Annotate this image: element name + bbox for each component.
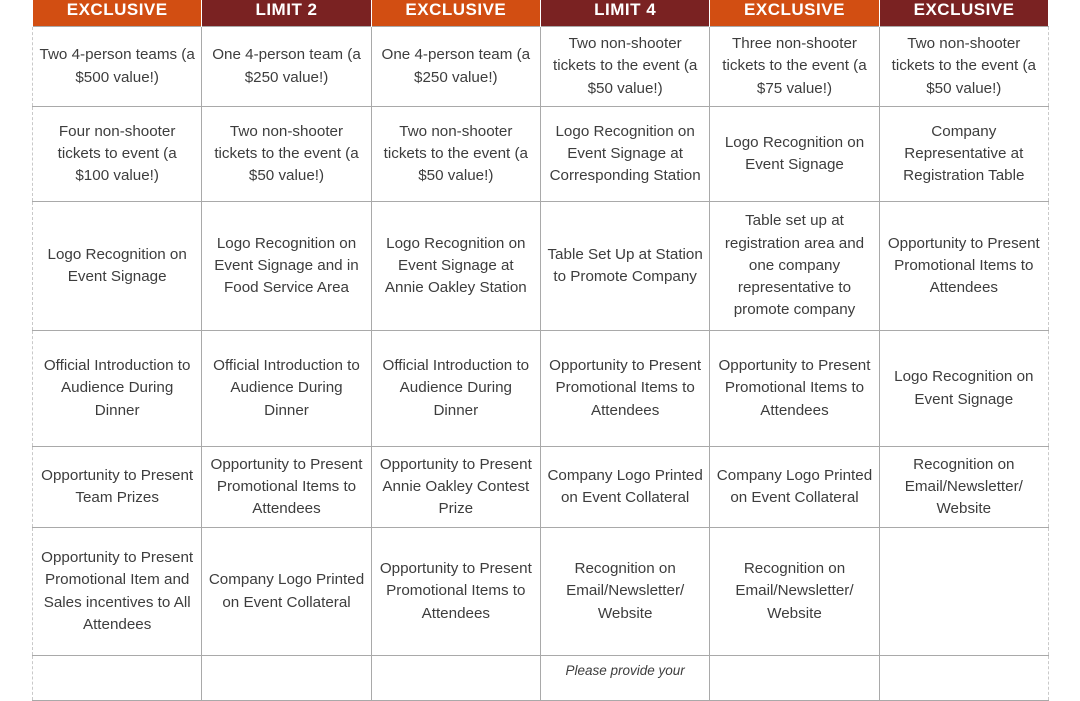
table-cell: Table set up at registration area and one company representative to promote company bbox=[710, 202, 879, 331]
table-cell bbox=[879, 656, 1048, 701]
table-cell: Two non-shooter tickets to the event (a $50 value!) bbox=[202, 107, 371, 202]
table-cell: Three non-shooter tickets to the event (a $75 value!) bbox=[710, 27, 879, 107]
table-cell: Four non-shooter tickets to event (a $100 value!) bbox=[33, 107, 202, 202]
table-cell: Logo Recognition on Event Signage at Corresponding Station bbox=[540, 107, 709, 202]
column-header-4: LIMIT 4 bbox=[540, 0, 709, 27]
table-row bbox=[33, 528, 1049, 656]
table-cell: Opportunity to Present Promotional Items to Attendees bbox=[202, 447, 371, 528]
table-cell: Opportunity to Present Promotional Items to Attendees bbox=[371, 528, 540, 656]
sponsorship-benefits-table bbox=[32, 0, 1049, 701]
table-cell: Company Representative at Registration Table bbox=[879, 107, 1048, 202]
column-header-1: EXCLUSIVE bbox=[33, 0, 202, 27]
column-header-5: EXCLUSIVE bbox=[710, 0, 879, 27]
table-cell: Company Logo Printed on Event Collateral bbox=[710, 447, 879, 528]
table-cell bbox=[371, 656, 540, 701]
table-row bbox=[33, 202, 1049, 331]
table-cell: Two 4-person teams (a $500 value!) bbox=[33, 27, 202, 107]
table-cell: Two non-shooter tickets to the event (a $50 value!) bbox=[540, 27, 709, 107]
table-cell: Two non-shooter tickets to the event (a $50 value!) bbox=[879, 27, 1048, 107]
header-row bbox=[33, 0, 1049, 27]
table-cell: Opportunity to Present Promotional Items to Attendees bbox=[879, 202, 1048, 331]
table-cell: One 4-person team (a $250 value!) bbox=[371, 27, 540, 107]
table-row bbox=[33, 447, 1049, 528]
table-row bbox=[33, 656, 1049, 701]
table-cell: Recognition on Email/Newsletter/ Website bbox=[879, 447, 1048, 528]
table-cell: Opportunity to Present Annie Oakley Contest Prize bbox=[371, 447, 540, 528]
table-cell: Logo Recognition on Event Signage bbox=[33, 202, 202, 331]
table-cell bbox=[33, 656, 202, 701]
table-cell: Official Introduction to Audience During Dinner bbox=[371, 331, 540, 447]
table-cell-note: Please provide your bbox=[540, 656, 709, 701]
sponsorship-benefits-table-container bbox=[32, 0, 1048, 701]
table-cell: Official Introduction to Audience During Dinner bbox=[33, 331, 202, 447]
column-header-6: EXCLUSIVE bbox=[879, 0, 1048, 27]
table-cell: Logo Recognition on Event Signage at Annie Oakley Station bbox=[371, 202, 540, 331]
table-cell: Logo Recognition on Event Signage bbox=[710, 107, 879, 202]
table-cell bbox=[710, 656, 879, 701]
table-cell: Company Logo Printed on Event Collateral bbox=[202, 528, 371, 656]
table-cell: Opportunity to Present Promotional Items to Attendees bbox=[710, 331, 879, 447]
table-cell: Recognition on Email/Newsletter/ Website bbox=[540, 528, 709, 656]
table-cell: Official Introduction to Audience During Dinner bbox=[202, 331, 371, 447]
table-cell: Logo Recognition on Event Signage and in Food Service Area bbox=[202, 202, 371, 331]
table-cell: Opportunity to Present Team Prizes bbox=[33, 447, 202, 528]
column-header-2: LIMIT 2 bbox=[202, 0, 371, 27]
table-row bbox=[33, 107, 1049, 202]
table-cell bbox=[879, 528, 1048, 656]
table-cell: Table Set Up at Station to Promote Company bbox=[540, 202, 709, 331]
table-cell: One 4-person team (a $250 value!) bbox=[202, 27, 371, 107]
table-row bbox=[33, 27, 1049, 107]
column-header-3: EXCLUSIVE bbox=[371, 0, 540, 27]
table-cell: Two non-shooter tickets to the event (a $50 value!) bbox=[371, 107, 540, 202]
table-cell: Opportunity to Present Promotional Items to Attendees bbox=[540, 331, 709, 447]
table-row bbox=[33, 331, 1049, 447]
table-cell: Logo Recognition on Event Signage bbox=[879, 331, 1048, 447]
table-cell bbox=[202, 656, 371, 701]
table-cell: Recognition on Email/Newsletter/ Website bbox=[710, 528, 879, 656]
table-cell: Opportunity to Present Promotional Item and Sales incentives to All Attendees bbox=[33, 528, 202, 656]
table-cell: Company Logo Printed on Event Collateral bbox=[540, 447, 709, 528]
